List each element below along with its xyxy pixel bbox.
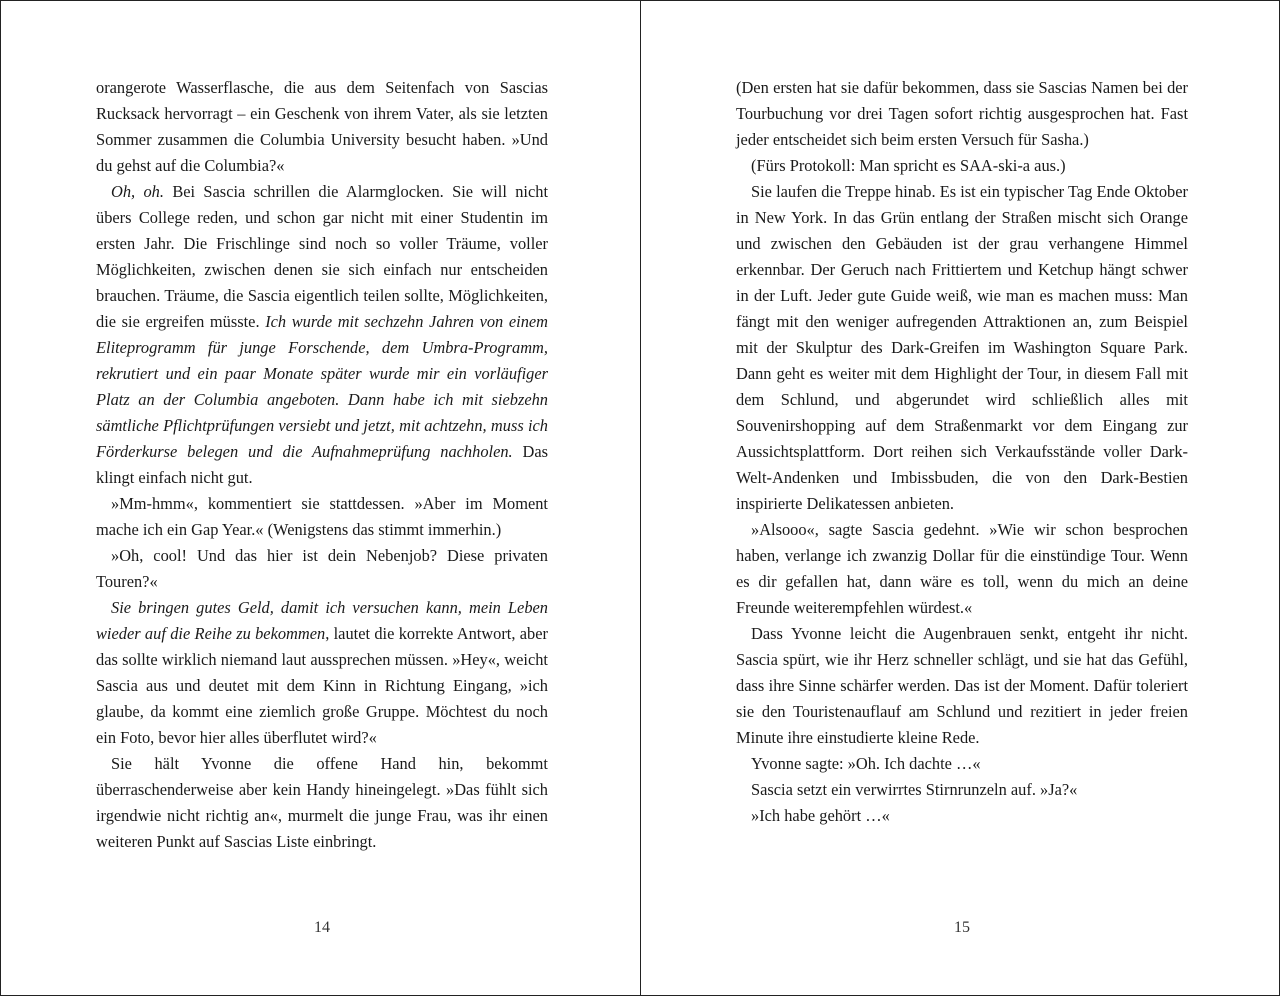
- left-page-body: [96, 75, 548, 855]
- paragraph: »Mm-hmm«, kommentiert sie stattdessen. »Aber im Moment mache ich ein Gap Year.« (Wenigstens das stimmt immerhin.): [96, 494, 548, 539]
- right-page-body: [736, 75, 1188, 829]
- paragraph: [96, 179, 548, 491]
- italic-text: Ich wurde mit sechzehn Jahren von einem Eliteprogramm für junge Forschende, dem Umbra-Programm, rekrutiert und ein paar Monate später wurde mir ein vorläufiger Platz an der Columbia angeboten. Dann habe ich mit siebzehn sämtliche Pflichtprüfungen versiebt und jetzt, mit achtzehn, muss ich Förderkurse belegen und die Aufnahmeprüfung nachholen.: [96, 312, 549, 461]
- paragraph: [96, 595, 548, 751]
- text-run: Bei Sascia schrillen die Alarmglocken. Sie will nicht übers College reden, und schon gar nicht mit einer Studentin im ersten Jahr. Die Frischlinge sind noch so voller Träume, voller Möglichkeiten, zwischen denen sie sich einfach nur entscheiden brauchen. Träume, die Sascia eigentlich teilen sollte, Möglichkeiten, die sie ergreifen müsste.: [96, 182, 549, 331]
- paragraph: Yvonne sagte: »Oh. Ich dachte …«: [751, 754, 981, 773]
- text-run: Das klingt einfach nicht gut.: [96, 442, 548, 487]
- paragraph: (Den ersten hat sie dafür bekommen, dass sie Sascias Namen bei der Tourbuchung vor drei Tagen sofort richtig ausgesprochen hat. Fast jeder entscheidet sich beim ersten Versuch für Sasha.): [736, 78, 1188, 149]
- text-run: , lautet die korrekte Antwort, aber das sollte wirklich niemand laut aussprechen müssen. »Hey«, weicht Sascia aus und deutet mit dem Kinn in Richtung Eingang, »ich glaube, da kommt eine ziemlich große Gruppe. Möchtest du noch ein Foto, bevor hier alles überflutet wird?«: [96, 624, 548, 747]
- paragraph: Dass Yvonne leicht die Augenbrauen senkt, entgeht ihr nicht. Sascia spürt, wie ihr Herz schneller schlägt, und sie hat das Gefühl, dass ihre Sinne schärfer werden. Das ist der Moment. Dafür toleriert sie den Touristenauflauf am Schlund und rezitiert in jeder freien Minute ihre einstudierte kleine Rede.: [736, 624, 1188, 747]
- page-gutter: [640, 1, 641, 995]
- paragraph: Sascia setzt ein verwirrtes Stirnrunzeln auf. »Ja?«: [751, 780, 1078, 799]
- paragraph: (Fürs Protokoll: Man spricht es SAA-ski-a aus.): [751, 156, 1066, 175]
- paragraph: Sie laufen die Treppe hinab. Es ist ein typischer Tag Ende Oktober in New York. In das Grün entlang der Straßen mischt sich Orange und zwischen den Gebäuden ist der grau verhangene Himmel erkennbar. Der Geruch nach Frittiertem und Ketchup hängt schwer in der Luft. Jeder gute Guide weiß, wie man es machen muss: Man fängt mit den weniger aufregenden Attraktionen an, zum Beispiel mit der Skulptur des Dark-Greifen im Washington Square Park. Dann geht es weiter mit dem Highlight der Tour, in diesem Fall mit dem Schlund, und abgerundet wird schließlich alles mit Souvenirshopping auf dem Straßenmarkt vor dem Eingang zur Aussichtsplattform. Dort reihen sich Verkaufsstände voller Dark-Welt-Andenken und Imbissbuden, die von den Dark-Bestien inspirierte Delikatessen anbieten.: [736, 182, 1188, 513]
- paragraph: »Oh, cool! Und das hier ist dein Nebenjob? Diese privaten Touren?«: [96, 546, 548, 591]
- italic-text: Sie bringen gutes Geld, damit ich versuchen kann, mein Leben wieder auf die Reihe zu bekommen: [96, 598, 548, 643]
- italic-text: Oh, oh.: [111, 182, 164, 201]
- paragraph: orangerote Wasserflasche, die aus dem Seitenfach von Sascias Rucksack hervorragt – ein Geschenk von ihrem Vater, als sie letzten Sommer zusammen die Columbia University besucht haben. »Und du gehst auf die Columbia?«: [96, 78, 548, 175]
- paragraph: »Ich habe gehört …«: [751, 806, 890, 825]
- page-number-left: 14: [314, 919, 330, 936]
- page-number-right: 15: [954, 919, 970, 936]
- paragraph: »Alsooo«, sagte Sascia gedehnt. »Wie wir schon besprochen haben, verlange ich zwanzig Dollar für die einstündige Tour. Wenn es dir gefallen hat, dann wäre es toll, wenn du mich an deine Freunde weiterempfehlen würdest.«: [736, 520, 1188, 617]
- paragraph: Sie hält Yvonne die offene Hand hin, bekommt überraschenderweise aber kein Handy hineingelegt. »Das fühlt sich irgendwie nicht richtig an«, murmelt die junge Frau, was ihr einen weiteren Punkt auf Sascias Liste einbringt.: [96, 754, 548, 851]
